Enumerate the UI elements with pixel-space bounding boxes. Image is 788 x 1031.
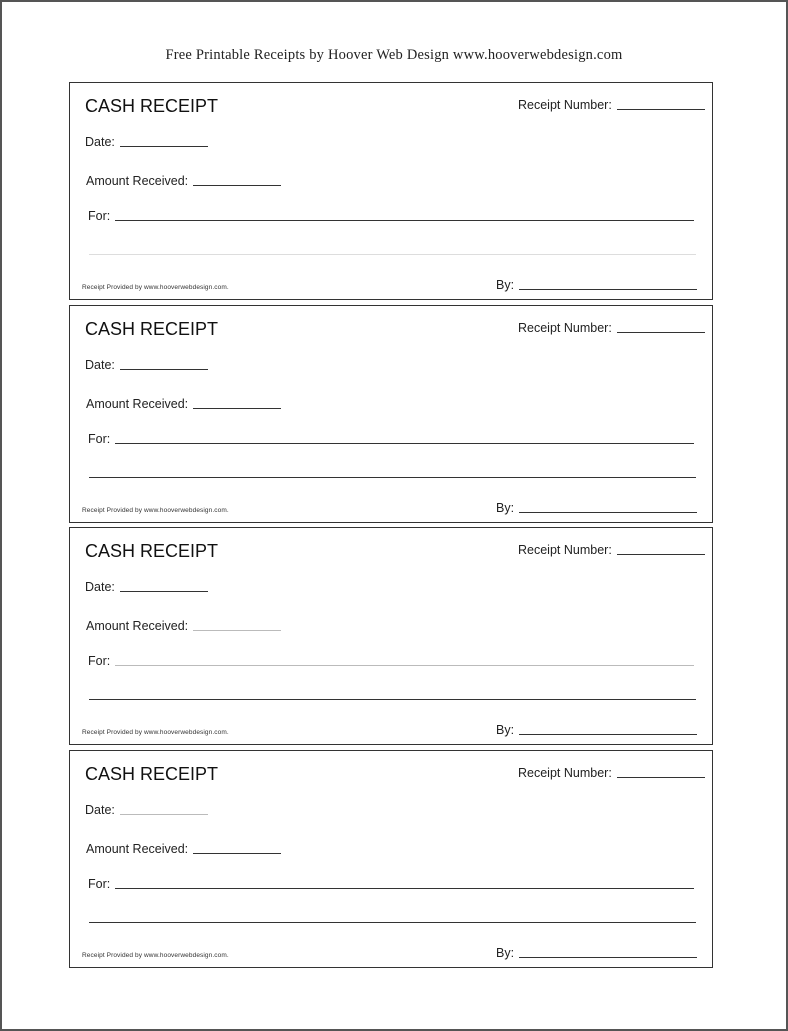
date-line[interactable] [120,368,208,370]
for-continuation-line[interactable] [89,699,696,700]
receipts-container [69,82,713,972]
cash-receipt [69,82,713,300]
receipt-title: CASH RECEIPT [85,96,219,116]
amount-received-line[interactable] [193,407,281,409]
for-label: For: [88,876,111,891]
by-line[interactable] [519,288,697,290]
amount-received-line[interactable] [193,184,281,186]
date-field[interactable] [85,803,208,817]
receipt-number-field[interactable] [518,766,705,780]
date-line[interactable] [120,813,208,815]
receipt-number-label: Receipt Number: [518,98,612,112]
by-label: By: [496,723,515,737]
by-field[interactable] [496,278,697,292]
amount-received-label: Amount Received: [86,174,189,188]
for-field[interactable] [88,209,694,223]
by-line[interactable] [519,511,697,513]
cash-receipt [69,750,713,968]
page-header: Free Printable Receipts by Hoover Web Design www.hooverwebdesign.com [165,47,623,63]
receipt-number-field[interactable] [518,321,705,335]
cash-receipt [69,527,713,745]
amount-received-label: Amount Received: [86,619,189,633]
for-continuation-line[interactable] [89,922,696,923]
receipt-number-line[interactable] [617,108,705,110]
receipt-number-label: Receipt Number: [518,543,612,557]
amount-received-label: Amount Received: [86,396,189,411]
date-line[interactable] [120,145,208,147]
for-field[interactable] [88,877,694,891]
amount-received-line[interactable] [193,629,281,631]
receipt-number-field[interactable] [518,543,705,557]
for-continuation-line[interactable] [89,477,696,478]
amount-received-field[interactable] [86,619,281,633]
receipt-number-line[interactable] [617,553,705,555]
provided-by-text: Receipt Provided by www.hooverwebdesign.com. [82,284,229,291]
date-field[interactable] [85,135,208,149]
date-label: Date: [85,802,115,817]
for-label: For: [88,654,111,668]
receipt-number-label: Receipt Number: [518,320,612,335]
date-line[interactable] [120,590,208,592]
receipt-number-field[interactable] [518,98,705,112]
for-line[interactable] [115,664,694,666]
amount-received-line[interactable] [193,852,281,854]
by-field[interactable] [496,723,697,737]
cash-receipt [69,305,713,523]
amount-received-label: Amount Received: [86,841,189,856]
amount-received-field[interactable] [86,842,281,856]
for-field[interactable] [88,654,694,668]
by-label: By: [496,500,515,515]
for-field[interactable] [88,432,694,446]
provided-by-text: Receipt Provided by www.hooverwebdesign.com. [82,729,229,736]
by-line[interactable] [519,733,697,735]
by-line[interactable] [519,956,697,958]
provided-by-text: Receipt Provided by www.hooverwebdesign.com. [82,951,229,959]
for-label: For: [88,431,111,446]
for-continuation-line[interactable] [89,254,696,255]
amount-received-field[interactable] [86,397,281,411]
for-line[interactable] [115,887,694,889]
by-label: By: [496,945,515,960]
for-line[interactable] [115,219,694,221]
by-field[interactable] [496,501,697,515]
by-field[interactable] [496,946,697,960]
for-label: For: [88,209,111,223]
receipt-number-line[interactable] [617,776,705,778]
receipt-title: CASH RECEIPT [85,318,219,339]
amount-received-field[interactable] [86,174,281,188]
date-field[interactable] [85,580,208,594]
date-field[interactable] [85,358,208,372]
provided-by-text: Receipt Provided by www.hooverwebdesign.com. [82,506,229,514]
by-label: By: [496,278,515,292]
for-line[interactable] [115,442,694,444]
date-label: Date: [85,135,115,149]
date-label: Date: [85,580,115,594]
receipt-title: CASH RECEIPT [85,541,219,561]
receipt-title: CASH RECEIPT [85,763,219,784]
receipt-number-label: Receipt Number: [518,765,612,780]
receipt-number-line[interactable] [617,331,705,333]
date-label: Date: [85,357,115,372]
